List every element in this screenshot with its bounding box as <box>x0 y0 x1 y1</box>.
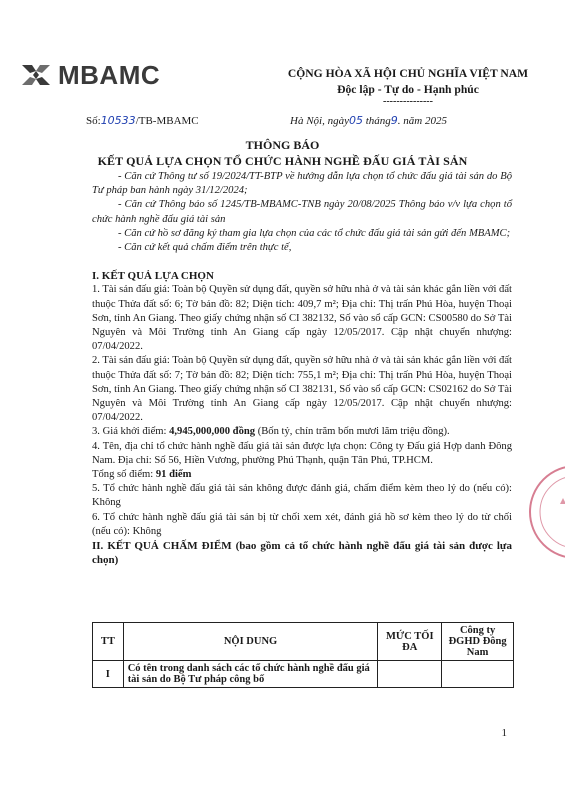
section-1-item-3 <box>92 425 512 439</box>
total-value: 91 điểm <box>155 469 192 481</box>
section-2-heading: II. KẾT QUẢ CHẤM ĐIỂM (bao gồm cả tổ chức hành nghề đấu giá tài sản được lựa chọn) <box>92 540 512 567</box>
item3-suffix: (Bốn tỷ, chín trăm bốn mươi lăm triệu đồng). <box>255 426 450 438</box>
col-max: MỨC TỐI ĐA <box>378 623 442 661</box>
section-1-item-1: 1. Tài sản đấu giá: Toàn bộ Quyền sử dụng đất, quyền sở hữu nhà ở và tài sản khác gắn liền với đất thuộc Thửa đất số: 6; Tờ bản đồ: 82; Diện tích: 409,7 m²; Địa chỉ: Thị trấn Phú Hòa, huyện Thoại Sơn, tỉnh An Giang. Theo giấy chứng nhận số CI 382132, Số vào sổ cấp GCN: CS00580 do Sở Tài Nguyên và Môi Trường tỉnh An Giang cấp ngày 12/05/2017. Cập nhật chuyển nhượng: 07/04/2022. <box>92 284 512 353</box>
row-tt: I <box>93 661 124 688</box>
stamp-seal-icon <box>520 452 565 572</box>
date-mid: tháng <box>365 115 391 127</box>
date-prefix: Hà Nội, ngày <box>290 115 349 127</box>
national-heading <box>258 66 558 106</box>
motto: Độc lập - Tự do - Hạnh phúc <box>337 83 479 96</box>
date-month: 9 <box>390 114 398 127</box>
row-content: Có tên trong danh sách các tổ chức hành nghề đấu giá tài sản do Bộ Tư pháp công bố <box>123 661 378 688</box>
date-line <box>290 114 447 127</box>
notice-subtitle: KẾT QUẢ LỰA CHỌN TỔ CHỨC HÀNH NGHỀ ĐẤU GIÁ TÀI SẢN <box>97 154 468 168</box>
preamble-1: - Căn cứ Thông tư số 19/2024/TT-BTP về hướng dẫn lựa chọn tổ chức đấu giá tài sản do Bộ Tư pháp ban hành ngày 31/12/2024; <box>92 171 512 197</box>
document-number <box>86 114 199 127</box>
row-score <box>442 661 514 688</box>
logo-text: MBAMC <box>58 59 161 90</box>
preamble-4: - Căn cứ kết quả chấm điểm trên thực tế, <box>118 242 292 254</box>
separator: --------------- <box>383 96 433 107</box>
col-content: NỘI DUNG <box>123 623 378 661</box>
table-row <box>93 661 514 688</box>
starting-price: 4,945,000,000 đồng <box>169 426 256 438</box>
col-company: Công ty ĐGHD Đông Nam <box>442 623 514 661</box>
preamble-3: - Căn cứ hồ sơ đăng ký tham gia lựa chọn của các tổ chức đấu giá tài sản gửi đến MBAMC; <box>118 227 511 239</box>
nation-title: CỘNG HÒA XÃ HỘI CHỦ NGHĨA VIỆT NAM <box>287 67 529 80</box>
preamble-2: - Căn cứ Thông báo số 1245/TB-MBAMC-TNB ngày 20/08/2025 Thông báo v/v lựa chọn tổ chức hành nghề đấu giá tài sản <box>92 199 512 225</box>
date-day: 05 <box>348 114 363 127</box>
mbamc-logo-icon <box>20 59 52 91</box>
row-max <box>378 661 442 688</box>
section-1-item-6: 6. Tổ chức hành nghề đấu giá tài sản bị từ chối xem xét, đánh giá hồ sơ kèm theo lý do từ chối (nếu có): Không <box>92 511 512 537</box>
doc-no-suffix: /TB-MBAMC <box>135 115 199 127</box>
page-number: 1 <box>501 727 507 739</box>
document-body <box>92 170 512 567</box>
section-1-item-4: 4. Tên, địa chỉ tổ chức hành nghề đấu giá tài sản được lựa chọn: Công ty Đấu giá Hợp danh Đông Nam. Địa chỉ: Số 56, Hiền Vương, phường Phú Thạnh, quận Tân Phú, TP.HCM. <box>92 440 512 466</box>
notice-title: THÔNG BÁO <box>245 138 320 152</box>
section-1-item-5: 5. Tổ chức hành nghề đấu giá tài sản không được đánh giá, chấm điểm kèm theo lý do (nếu có): Không <box>92 483 512 509</box>
table-header-row <box>93 623 514 661</box>
doc-no-prefix: Số: <box>86 115 101 127</box>
total-prefix: Tổng số điểm: <box>92 469 156 481</box>
item3-prefix: 3. Giá khởi điểm: <box>92 426 170 438</box>
total-score <box>92 468 512 482</box>
score-table <box>92 622 514 688</box>
doc-no-handwritten: 10533 <box>100 114 136 127</box>
section-1-heading: I. KẾT QUẢ LỰA CHỌN <box>92 270 214 283</box>
section-1-item-2: 2. Tài sản đấu giá: Toàn bộ Quyền sử dụng đất, quyền sở hữu nhà ở và tài sản khác gắn liền với đất thuộc Thửa đất số: 7; Tờ bản đồ: 82; Diện tích: 755,1 m²; Địa chỉ: Thị trấn Phú Hòa, huyện Thoại Sơn, tỉnh An Giang. Theo giấy chứng nhận số CI 382131, Số vào sổ cấp GCN: CS02162 do Sở Tài Nguyên và Môi Trường tỉnh An Giang cấp ngày 12/05/2017. Cập nhật chuyển nhượng: 07/04/2022. <box>92 355 512 424</box>
mbamc-logo <box>20 58 210 92</box>
col-tt: TT <box>93 623 124 661</box>
date-suffix: . năm 2025 <box>397 115 447 127</box>
